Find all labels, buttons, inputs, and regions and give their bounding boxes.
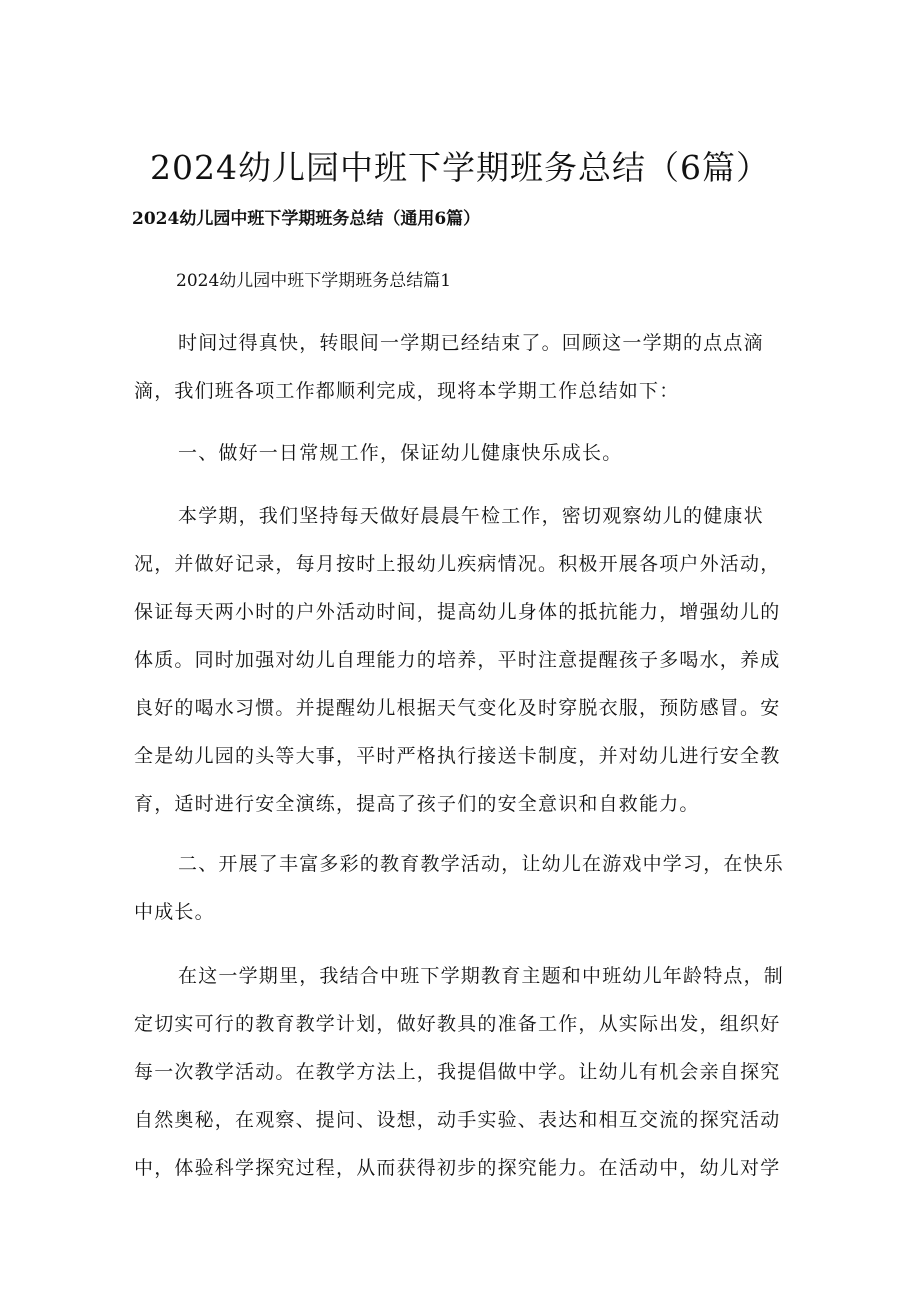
paragraph-daily-routine: 本学期，我们坚持每天做好晨晨午检工作，密切观察幼儿的健康状况，并做好记录，每月按时上报幼儿疾病情况。积极开展各项户外活动，保证每天两小时的户外活动时间，提高幼儿身体的抵抗能力，增强幼儿的体质。同时加强对幼儿自理能力的培养，平时注意提醒孩子多喝水，养成良好的喝水习惯。并提醒幼儿根据天气变化及时穿脱衣服，预防感冒。安全是幼儿园的头等大事，平时严格执行接送卡制度，并对幼儿进行安全教育，适时进行安全演练，提高了孩子们的安全意识和自救能力。: [134, 505, 781, 815]
section-title: 2024幼儿园中班下学期班务总结篇1: [176, 271, 452, 291]
document-title: 2024幼儿园中班下学期班务总结（6篇）: [150, 148, 770, 187]
heading-teaching-activities: 二、开展了丰富多彩的教育教学活动，让幼儿在游戏中学习，在快乐中成长。: [134, 853, 785, 923]
paragraph-intro: 时间过得真快，转眼间一学期已经结束了。回顾这一学期的点点滴滴，我们班各项工作都顺利完成，现将本学期工作总结如下：: [134, 332, 764, 402]
document-subtitle: 2024幼儿园中班下学期班务总结（通用6篇）: [132, 209, 481, 229]
heading-daily-routine: 一、做好一日常规工作，保证幼儿健康快乐成长。: [178, 442, 623, 464]
paragraph-teaching-activities: 在这一学期里，我结合中班下学期教育主题和中班幼儿年龄特点，制定切实可行的教育教学计划，做好教具的准备工作，从实际出发，组织好每一次教学活动。在教学方法上，我提倡做中学。让幼儿有机会亲自探究自然奥秘，在观察、提问、设想，动手实验、表达和相互交流的探究活动中，体验科学探究过程，从而获得初步的探究能力。在活动中，幼儿对学: [134, 965, 785, 1179]
